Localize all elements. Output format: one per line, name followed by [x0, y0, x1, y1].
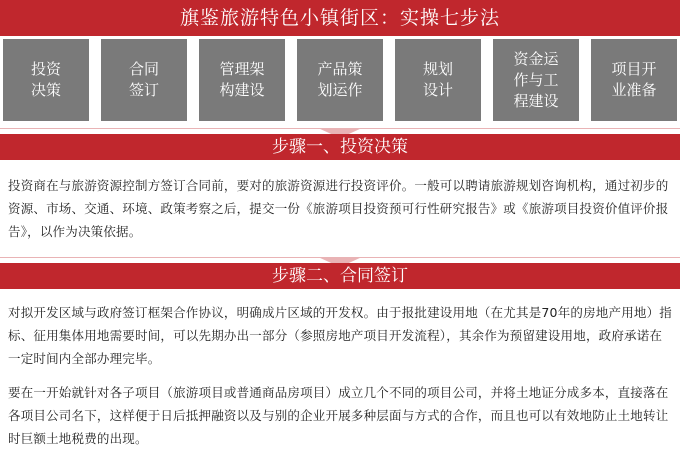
step-label: 资金运 作与工 程建设: [513, 49, 559, 110]
step-box-1: [3, 39, 89, 121]
page-title: 旗鉴旅游特色小镇街区：实操七步法: [0, 0, 680, 36]
step-box-3: [199, 39, 285, 121]
section-2-heading: 步骤二、合同签订: [272, 266, 408, 286]
step-box-2: [101, 39, 187, 121]
step-label: 产品策 划运作: [317, 60, 363, 99]
section-2-paragraph-1: 对拟开发区域与政府签订框架合作协议，明确成片区域的开发权。由于报批建设用地（在尤其是70年的房地产用地）指标、征用集体用地需要时间，可以先期办出一部分（参照房地产项目开发流程），其余作为预留建设用地，政府承诺在一定时间内全部办理完毕。: [8, 305, 673, 366]
step-label: 规划 设计: [422, 60, 453, 99]
section-1-paragraph: 投资商在与旅游资源控制方签订合同前，要对的旅游资源进行投资评价。一般可以聘请旅游规划咨询机构，通过初步的资源、市场、交通、环境、政策考察之后，提交一份《旅游项目投资预可行性研究报告》或《旅游项目投资价值评价报告》，以作为决策依据。: [8, 178, 669, 239]
step-box-6: [493, 39, 579, 121]
steps-row: [0, 39, 680, 121]
section-1-header: [0, 128, 680, 166]
section-1-heading: 步骤一、投资决策: [272, 137, 408, 157]
step-box-4: [297, 39, 383, 121]
section-2-header: [0, 257, 680, 295]
step-box-5: [395, 39, 481, 121]
step-label: 合同 签订: [128, 60, 159, 99]
step-label: 管理架 构建设: [219, 60, 265, 99]
step-label: 项目开 业准备: [611, 60, 657, 99]
step-box-7: [591, 39, 677, 121]
step-label: 投资 决策: [30, 60, 61, 99]
section-2-paragraph-2: 要在一开始就针对各子项目（旅游项目或普通商品房项目）成立几个不同的项目公司，并将土地证分成多本，直接落在各项目公司名下，这样便于日后抵押融资以及与别的企业开展多种层面与方式的合作，而且也可以有效地防止土地转让时巨额土地税费的出现。: [8, 385, 669, 446]
